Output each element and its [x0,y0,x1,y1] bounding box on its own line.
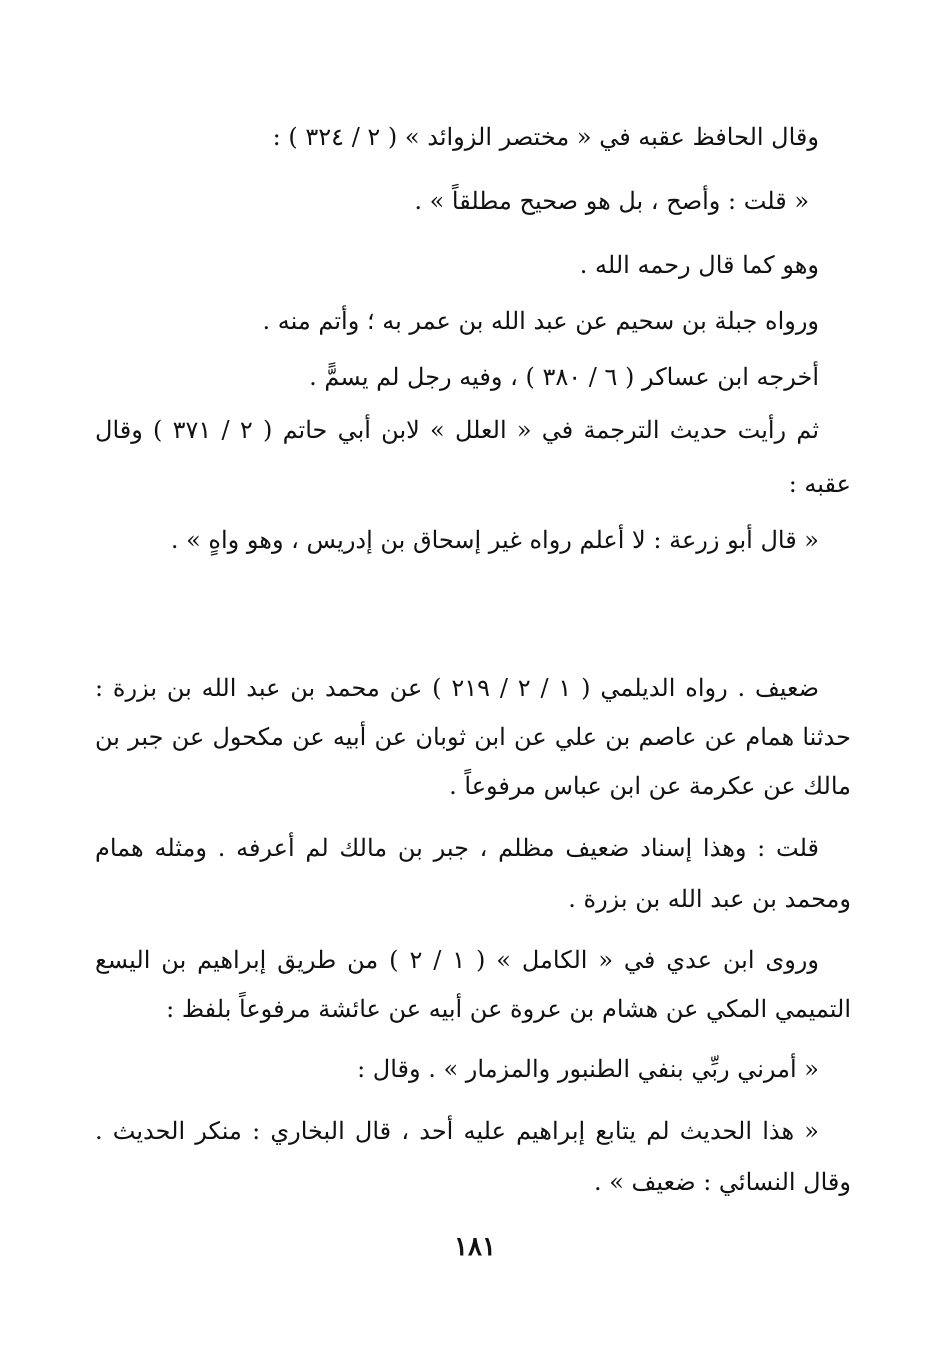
text-line: ورواه جبلة بن سحيم عن عبد الله بن عمر به ؛ وأتم منه . [262,307,819,335]
text-line: قلت : وهذا إسناد ضعيف مظلم ، جبر بن مالك لم أعرفه . ومثله همام [95,834,819,862]
text-line: وهو كما قال رحمه الله . [579,251,819,279]
text-line: حدثنا همام عن عاصم بن علي عن ابن ثوبان عن أبيه عن مكحول عن جبر بن [95,723,851,751]
quote-line: « هذا الحديث لم يتابع إبراهيم عليه أحد ، قال البخاري : منكر الحديث . [95,1117,819,1145]
quote-line: وقال النسائي : ضعيف » . [593,1168,851,1196]
text-line: أخرجه ابن عساكر ( ٦ / ٣٨٠ ) ، وفيه رجل لم يسمًّ . [309,363,819,391]
text-line: عقبه : [788,470,851,498]
quote-line: « أمرني ربِّي بنفي الطنبور والمزمار » . وقال : [357,1055,819,1083]
text-line: ثم رأيت حديث الترجمة في « العلل » لابن أبي حاتم ( ٢ / ٣٧١ ) وقال [95,416,820,444]
quote-line: « قال أبو زرعة : لا أعلم رواه غير إسحاق بن إدريس ، وهو واهٍ » . [170,526,819,554]
text-line: وقال الحافظ عقبه في « مختصر الزوائد » ( ٢ / ٣٢٤ ) : [272,123,819,151]
text-line: وروى ابن عدي في « الكامل » ( ١ / ٢ ) من طريق إبراهيم بن اليسع [95,946,819,974]
text-line: التميمي المكي عن هشام بن عروة عن أبيه عن عائشة مرفوعاً بلفظ : [166,995,851,1023]
text-line: مالك عن عكرمة عن ابن عباس مرفوعاً . [449,772,851,800]
text-line: « قلت : وأصح ، بل هو صحيح مطلقاً » . [414,187,809,215]
text-line: ومحمد بن عبد الله بن بزرة . [568,885,851,913]
page-number: ١٨١ [454,1232,496,1262]
text-line: ضعيف . رواه الديلمي ( ١ / ٢ / ٢١٩ ) عن محمد بن عبد الله بن بزرة : [95,674,820,702]
